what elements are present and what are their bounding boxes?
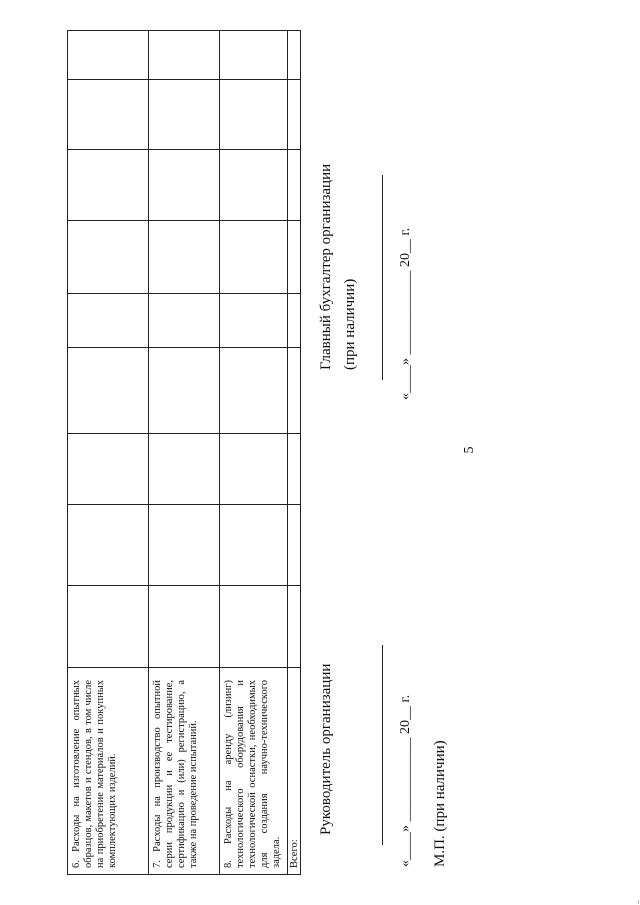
table-row-label: 8. Расходы на аренду (лизинг) технологического оборудования и технологической оснастки, необходимых для создания научно-технического задела. — [223, 680, 282, 868]
head-date: «____» ____________ 20__ г. — [398, 694, 413, 867]
column-divider — [68, 347, 300, 348]
column-divider — [68, 433, 300, 434]
row-divider — [219, 31, 220, 874]
table-row-label: Всего: — [289, 839, 300, 868]
stamp-label: М.П. (при наличии) — [432, 740, 448, 867]
expense-table — [67, 30, 301, 875]
table-row-label: 6. Расходы на изготовление опытных образцов, макетов и стендов, в том числе на приобретение материалов и покупных комплектующих изделий. — [71, 680, 118, 868]
scan-edge-mark — [638, 900, 639, 904]
column-divider — [68, 149, 300, 150]
column-divider — [68, 585, 300, 586]
row-divider — [287, 31, 288, 874]
accountant-signature-line — [382, 175, 383, 380]
table-row-label: 7. Расходы на производство опытной серии продукции и ее тестирование, сертификацию и (или) регистрацию, а также на проведение испытаний. — [152, 680, 199, 868]
head-title: Руководитель организации — [318, 663, 334, 835]
column-divider — [68, 79, 300, 80]
row-divider — [148, 31, 149, 874]
column-divider — [68, 667, 300, 668]
accountant-date: «____» ____________ 20__ г. — [398, 227, 413, 400]
accountant-title: Главный бухгалтер организации — [318, 163, 334, 370]
page-number: 5 — [462, 446, 477, 454]
accountant-note: (при наличии) — [342, 278, 358, 370]
column-divider — [68, 504, 300, 505]
head-signature-line — [382, 645, 383, 845]
column-divider — [68, 293, 300, 294]
column-divider — [68, 220, 300, 221]
